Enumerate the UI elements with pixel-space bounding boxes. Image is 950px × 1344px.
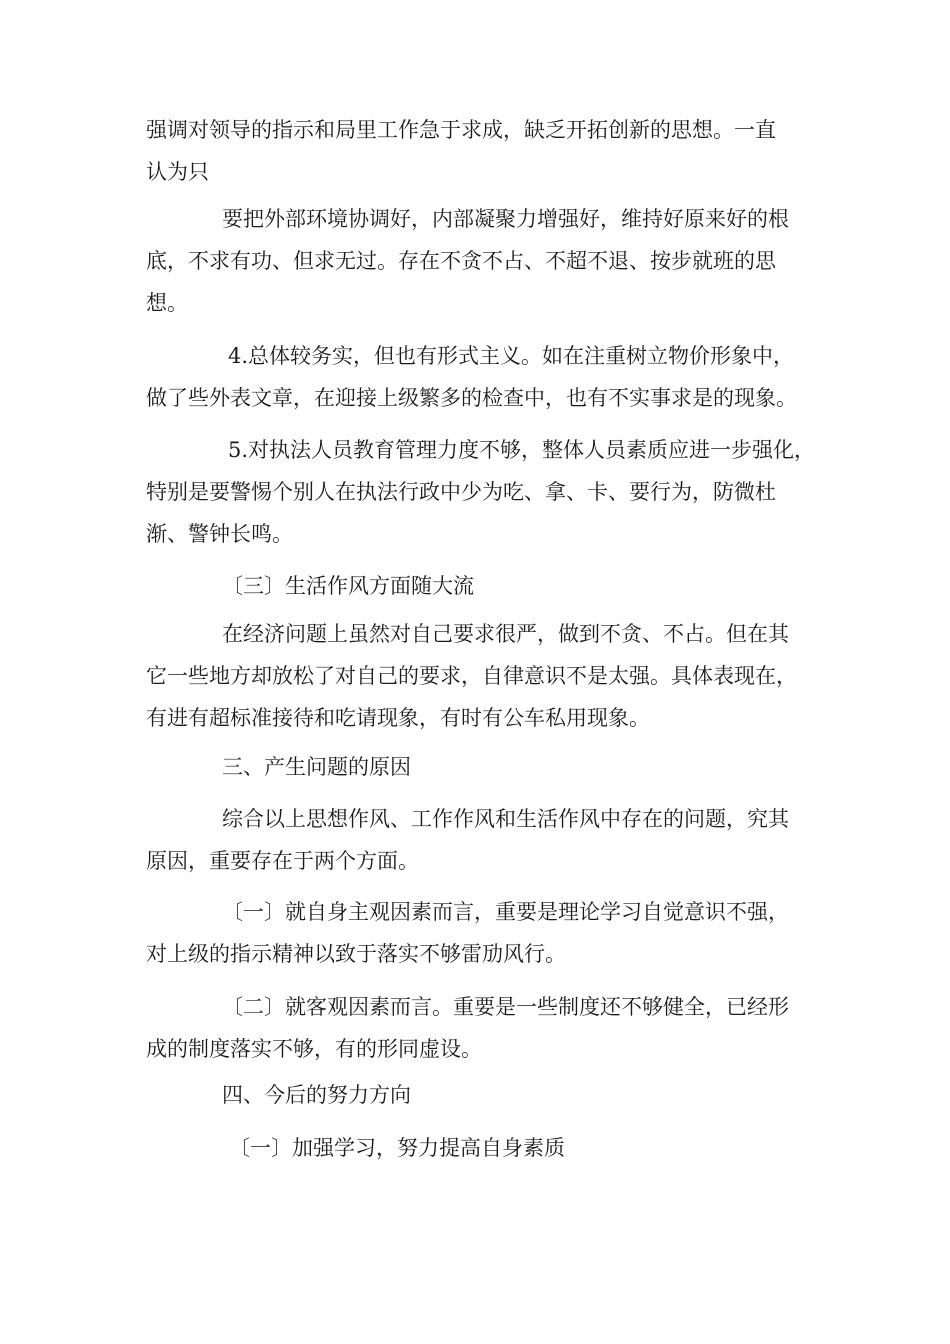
paragraph-line: 它一些地方却放松了对自己的要求，自律意识不是太强。具体表现在， <box>146 664 797 688</box>
paragraph-line: 成的制度落实不够，有的形同虚设。 <box>146 1037 482 1061</box>
paragraph-line: 特别是要警惕个别人在执法行政中少为吃、拿、卡、要行为，防微杜 <box>146 480 776 504</box>
paragraph-line: 底，不求有功、但求无过。存在不贪不占、不超不退、按步就班的思 <box>146 249 776 273</box>
paragraph-8 <box>146 798 826 882</box>
paragraph-line: 做了些外表文章，在迎接上级繁多的检查中，也有不实事求是的现象。 <box>146 386 797 410</box>
paragraph-line: 三、产生问题的原因 <box>222 755 411 779</box>
paragraph-9 <box>146 891 826 975</box>
paragraph-line: 要把外部环境协调好，内部凝聚力增强好，维持好原来好的根 <box>222 207 789 231</box>
paragraph-line: 认为只 <box>146 160 209 184</box>
paragraph-6 <box>146 613 826 739</box>
section-heading-causes <box>146 746 826 788</box>
paragraph-line: 对上级的指示精神以致于落实不够雷劢风行。 <box>146 942 566 966</box>
paragraph-line: 强调对领导的指示和局里工作急于求成，缺乏开拓创新的思想。一直 <box>146 118 776 142</box>
section-heading-3-life-style <box>146 565 826 607</box>
paragraph-line: 〔三〕生活作风方面随大流 <box>222 574 474 598</box>
paragraph-line: 有进有超标准接待和吃请现象，有时有公车私用现象。 <box>146 706 650 730</box>
paragraph-2 <box>146 198 826 324</box>
paragraph-line: 5.对执法人员教育管理力度不够，整体人员素质应进一步强化， <box>228 438 816 462</box>
paragraph-line: 在经济问题上虽然对自己要求很严，做到不贪、不占。但在其 <box>222 622 789 646</box>
paragraph-line: 原因，重要存在于两个方面。 <box>146 849 419 873</box>
paragraph-3 <box>146 335 826 419</box>
paragraph-line: 想。 <box>146 291 188 315</box>
section-heading-study <box>146 1127 826 1169</box>
section-heading-future <box>146 1074 826 1116</box>
paragraph-line: 〔二〕就客观因素而言。重要是一些制度还不够健全，已经形 <box>222 995 789 1019</box>
paragraph-10 <box>146 986 826 1070</box>
paragraph-line: 综合以上思想作风、工作作风和生活作风中存在的问题，究其 <box>222 807 789 831</box>
paragraph-line: 渐、警钟长鸣。 <box>146 522 293 546</box>
paragraph-line: 〔一〕加强学习，努力提高自身素质 <box>229 1136 565 1160</box>
paragraph-line: 〔一〕就自身主观因素而言，重要是理论学习自觉意识不强， <box>222 900 789 924</box>
paragraph-line: 4.总体较务实，但也有形式主义。如在注重树立物价形象中， <box>228 344 795 368</box>
paragraph-line: 四、今后的努力方向 <box>222 1083 411 1107</box>
paragraph-4 <box>146 429 826 555</box>
paragraph-1 <box>146 109 826 193</box>
